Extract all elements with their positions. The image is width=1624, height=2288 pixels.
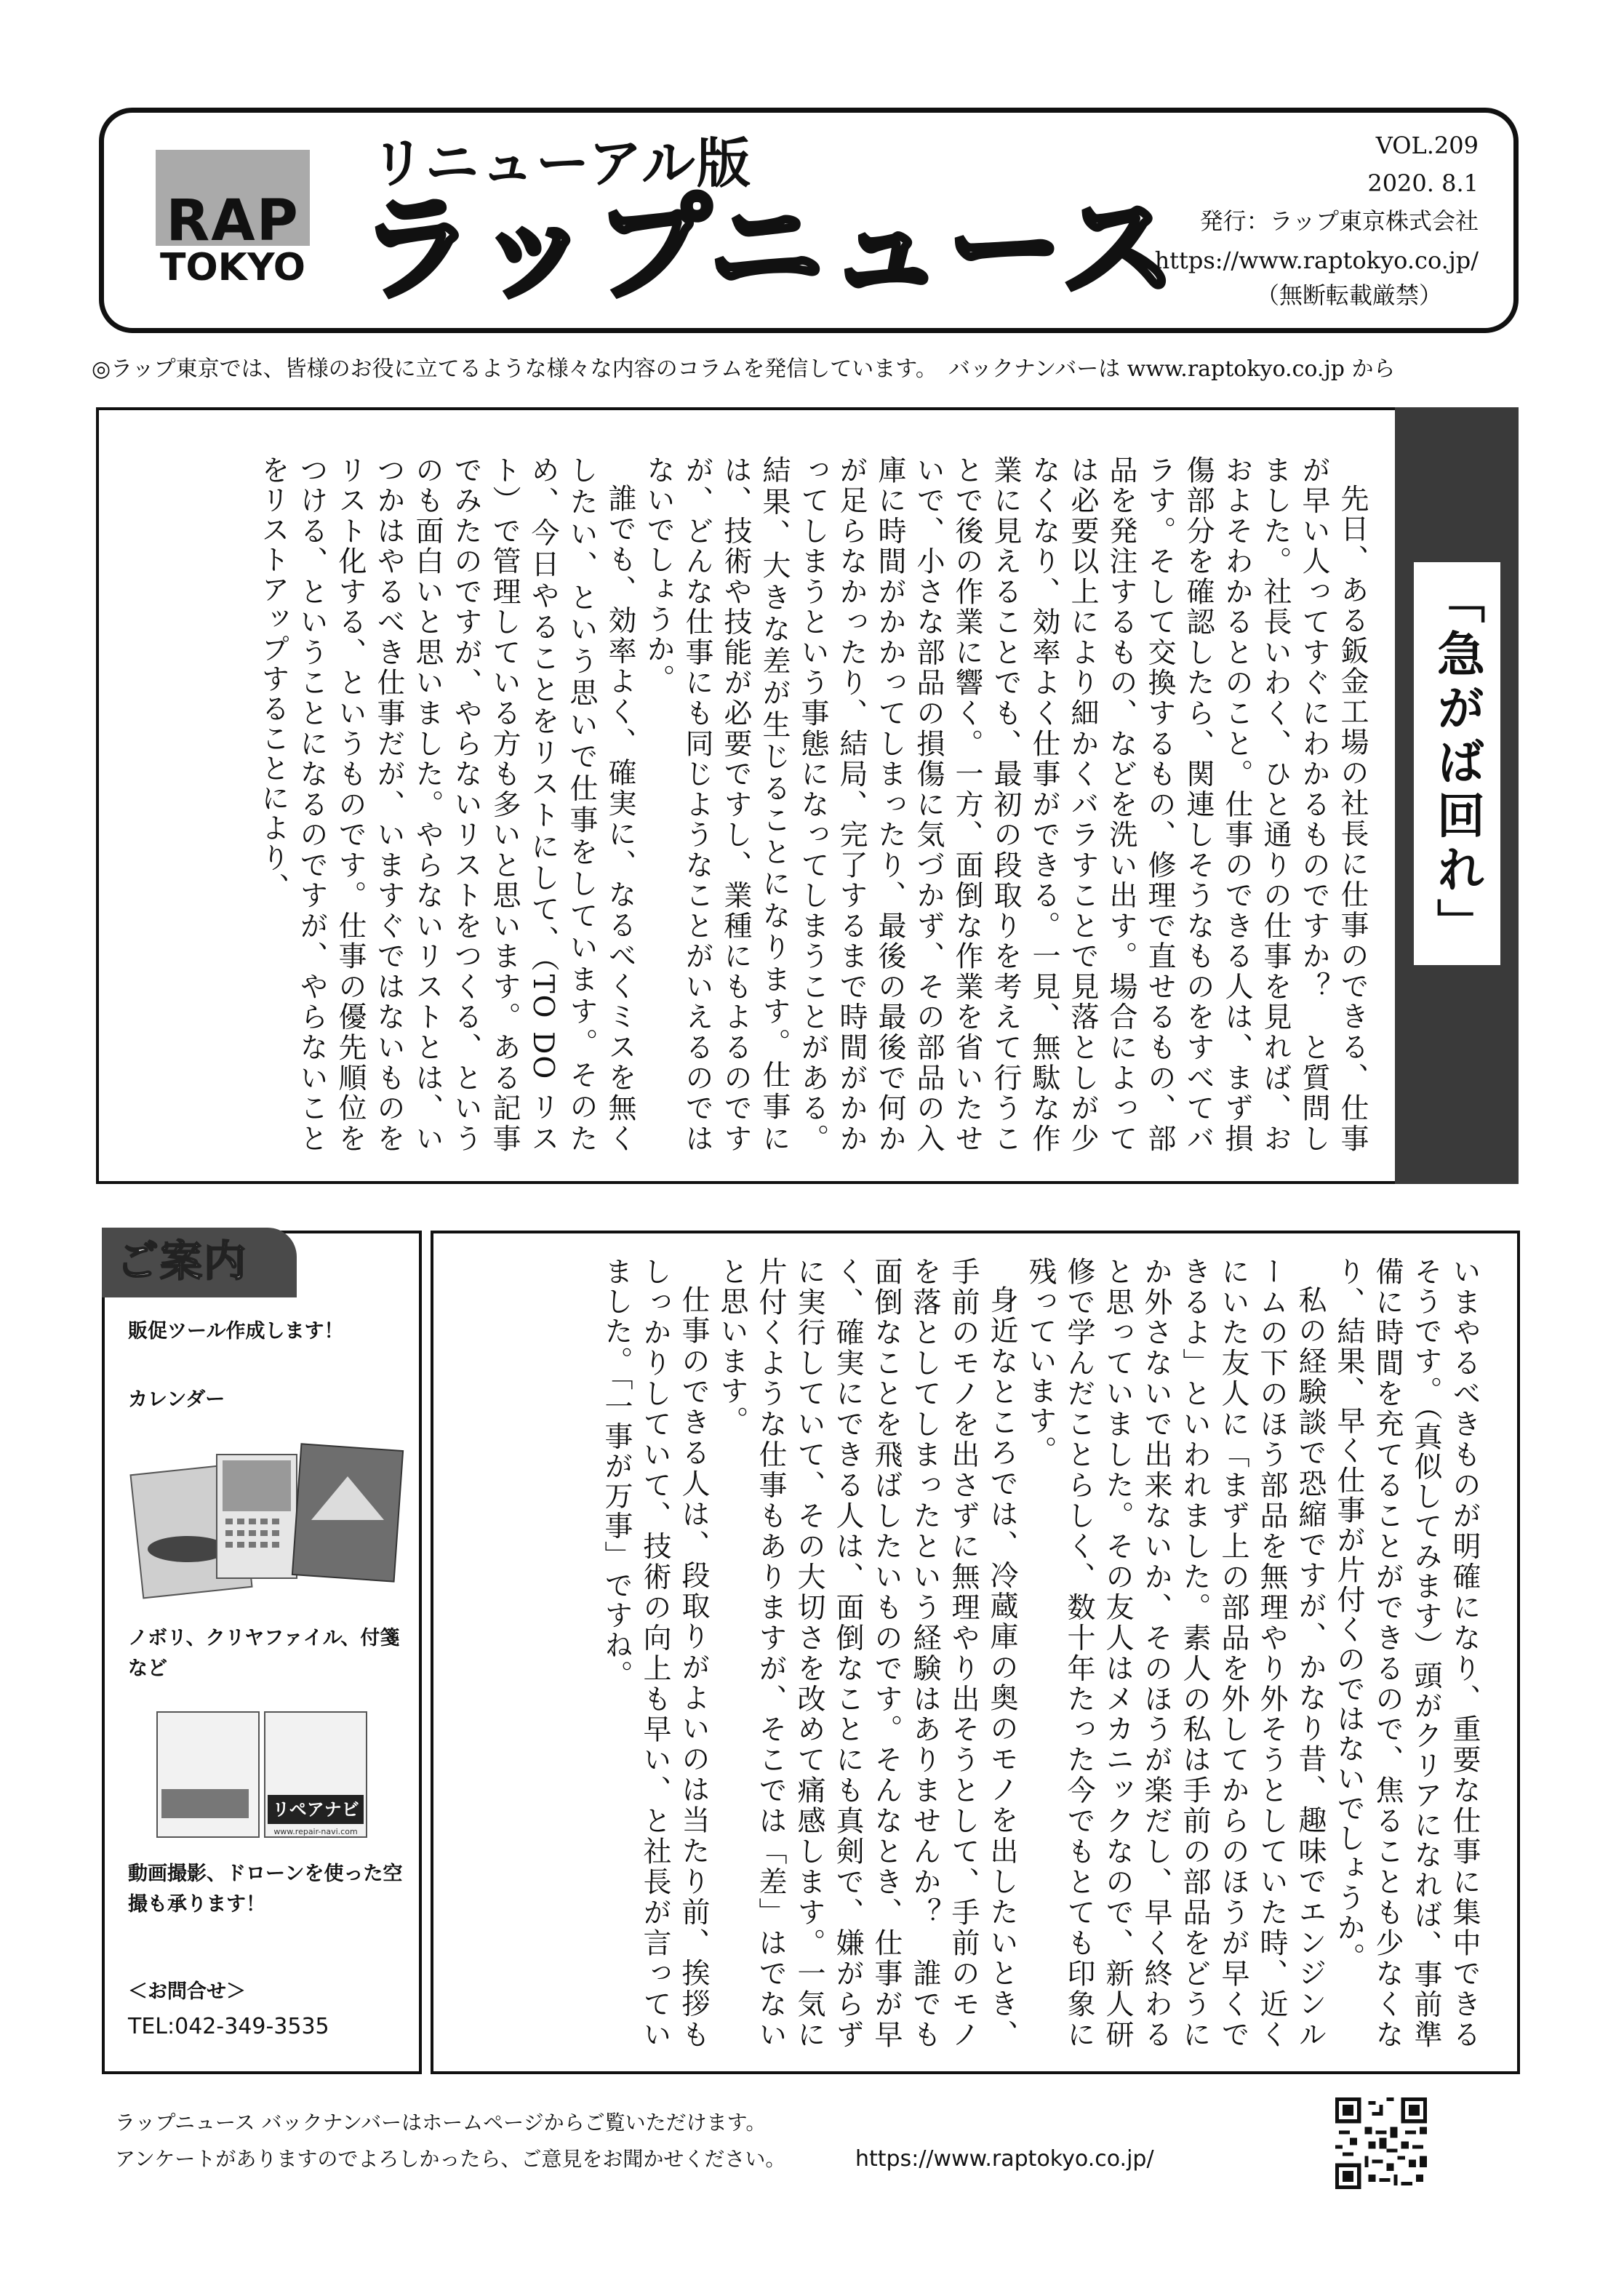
article-title-text: 「急がば回れ」 bbox=[1414, 562, 1500, 965]
logo-rap-text: RAP bbox=[166, 188, 300, 254]
calendar-samples-image bbox=[129, 1440, 406, 1600]
file-url: www.repair-navi.com bbox=[273, 1827, 358, 1836]
guide-sales-tools: 販促ツール作成します！ bbox=[128, 1320, 344, 1343]
qr-code-icon[interactable] bbox=[1335, 2097, 1427, 2189]
guide-drone: 動画撮影、ドローンを使った空撮も承ります！ bbox=[128, 1863, 403, 1916]
article-continued-body bbox=[465, 1257, 1484, 2049]
newsletter-title: ラップニュース bbox=[359, 183, 1181, 316]
rap-tokyo-logo bbox=[156, 150, 310, 289]
article-paragraph: 先日、ある鈑金工場の社長に仕事のできる、仕事が早い人ってすぐにわかるものですか？ と質問しました。社長いわく、ひと通りの仕事を見れば、おおよそわかるとのこと。仕事のできる人は、まず損傷部分を確認したら、関連しそうなものをすべてバラす。そして交換するもの、修理で直せるもの、部品を発注するもの、などを洗い出す。場合によっては必要以上により細かくバラすことで見落としが少なくなり、効率よく仕事ができる。一見、無駄な作業に見えることでも、最初の段取りを考えて行うことで後の作業に響く。一方、面倒な作業を省いたせいで、小さな部品の損傷に気づかず、その部品の入庫に時間がかかってしまったり、最後の最後で何かが足らなかったり、結局、完了するまで時間がかかってしまうという事態になってしまうことがある。結果、大きな差が生じることになります。仕事には、技術や技能が必要ですし、業種にもよるのですが、どんな仕事にも同じようなことがいえるのではないでしょうか。 bbox=[642, 455, 1369, 1153]
footer-url[interactable]: https://www.raptokyo.co.jp/ bbox=[855, 2146, 1154, 2172]
guide-contact: ＜お問合せ＞ bbox=[128, 1980, 246, 2003]
guide-calendar: カレンダー bbox=[128, 1388, 225, 1411]
intro-line: ◎ラップ東京では、皆様のお役に立てるような様々な内容のコラムを発信しています。 バックナンバーは www.raptokyo.co.jp から bbox=[92, 356, 1396, 382]
logo-tokyo-text: TOKYO bbox=[160, 246, 305, 289]
article-paragraph: 仕事のできる人は、段取りがよいのは当たり前、挨拶もしっかりしていて、技術の向上も早い、と社長が言っていました。「一事が万事」ですね。 bbox=[600, 1257, 710, 2049]
article-paragraph: 身近なところでは、冷蔵庫の奥のモノを出したいとき、手前のモノを出さずに無理やり出そうとして、手前のモノを落としてしまったという経験はありませんか？ 誰でも面倒なことを飛ばしたいものです。そんなとき、仕事が早く、確実にできる人は、面倒なことにも真剣で、嫌がらずに実行していて、その大切さを改めて痛感します。一気に片付くような仕事もありますが、そこでは「差」はでないと思います。 bbox=[716, 1257, 1018, 2049]
reprint-notice: （無断転載厳禁） bbox=[1255, 281, 1442, 309]
volume-number: VOL.209 bbox=[1375, 132, 1479, 159]
clear-file-samples-image bbox=[154, 1709, 372, 1840]
renewal-label: リニューアル版 bbox=[371, 132, 752, 195]
guide-nobori: ノボリ、クリヤファイル、付箋など bbox=[128, 1627, 400, 1680]
file-label: リペアナビ bbox=[272, 1799, 359, 1820]
article-paragraph: 誰でも、効率よく、確実に、なるべくミスを無くしたい、という思いで仕事をしています。そのため、今日やることをリストにして、（TO DO リスト）で管理している方も多いと思います。ある記事でみたのですが、やらないリストをつくる、というのも面白いと思いました。やらないリストとは、いつかはやるべき仕事だが、いますぐではないものをリスト化する、というものです。仕事の優先順位をつける、ということになるのですが、やらないことをリストアップすることにより、 bbox=[257, 455, 636, 1153]
article-paragraph: いまやるべきものが明確になり、重要な仕事に集中できるそうです。（真似してみます）頭がクリアになれば、事前準備に時間を充てることができるので、焦ることも少なくなり、結果、早く仕事が片付くのではないでしょうか。 bbox=[1332, 1257, 1481, 2049]
article-paragraph: 私の経験談で恐縮ですが、かなり昔、趣味でエンジンルームの下のほう部品を無理やり外そうとしていた時、近くにいた友人に「まず上の部品を外してからのほうが早くできるよ」といわれました。素人の私は手前の部品をどうにか外さないで出来ないか、そのほうが楽だし、早く終わると思っていました。その友人はメカニックなので、新人研修で学んだことらしく、数十年たった今でもとても印象に残っています。 bbox=[1024, 1257, 1327, 2049]
footer-survey: アンケートがありますのでよろしかったら、ご意見をお聞かせください。 bbox=[115, 2147, 786, 2171]
guide-title: ご案内 bbox=[116, 1236, 248, 1286]
guide-phone[interactable]: TEL:042-349-3535 bbox=[128, 2014, 329, 2039]
website-url[interactable]: https://www.raptokyo.co.jp/ bbox=[1154, 247, 1479, 274]
article-title bbox=[1395, 509, 1519, 1018]
publisher: 発行：ラップ東京株式会社 bbox=[1199, 207, 1479, 235]
article-body bbox=[121, 455, 1372, 1153]
footer-backnumber: ラップニュース バックナンバーはホームページからご覧いただけます。 bbox=[115, 2111, 767, 2135]
issue-date: 2020. 8.1 bbox=[1367, 169, 1479, 197]
